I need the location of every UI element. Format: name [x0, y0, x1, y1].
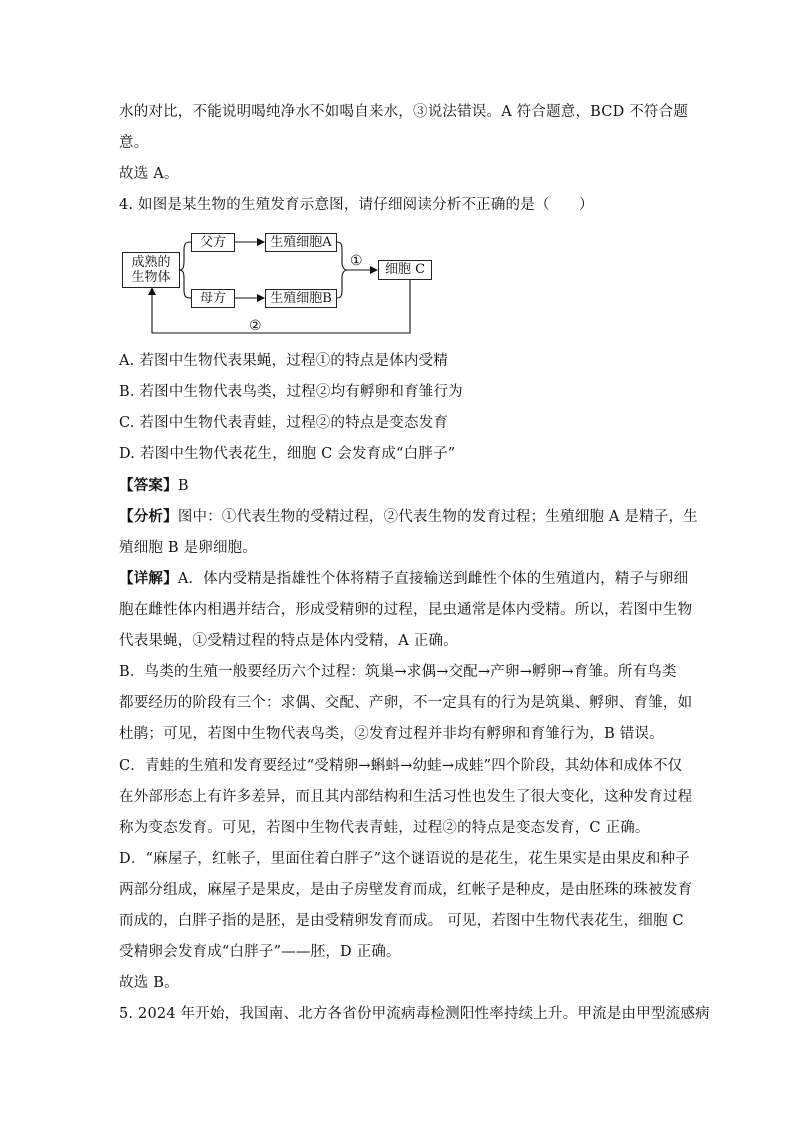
process-1-label: ①	[350, 253, 363, 269]
text-line: 水的对比，不能说明喝纯净水不如喝自来水，③说法错误。A 符合题意，BCD 不符合题	[119, 104, 689, 120]
answer-line: 【答案】B	[119, 477, 189, 494]
explanation-line: 杜鹃；可见，若图中生物代表鸟类，②发育过程并非均有孵卵和育雏行为，B 错误。	[119, 726, 664, 742]
explanation-line: 而成的，白胖子指的是胚，是由受精卵发育而成。 可见，若图中生物代表花生，细胞 C	[119, 913, 684, 929]
final-choice-line: 故选 B。	[119, 975, 179, 991]
explanation-line: C．青蛙的生殖和发育要经过“受精卵→蝌蚪→幼蛙→成蛙”四个阶段，其幼体和成体不仅	[119, 758, 683, 774]
explanation-line: 受精卵会发育成“白胖子”——胚，D 正确。	[119, 944, 401, 960]
option-b: B. 若图中生物代表鸟类，过程②均有孵卵和育雏行为	[119, 384, 463, 400]
explanation-line: 两部分组成，麻屋子是果皮，是由子房壁发育而成，红帐子是种皮，是由胚珠的珠被发育	[119, 882, 693, 898]
explanation-line: D．“麻屋子，红帐子，里面住着白胖子”这个谜语说的是花生，花生果实是由果皮和种子	[119, 851, 690, 867]
explanation-line: 胞在雌性体内相遇并结合，形成受精卵的过程，昆虫通常是体内受精。所以，若图中生物	[119, 602, 693, 618]
analysis-line: 【分析】图中：①代表生物的受精过程，②代表生物的发育过程；生殖细胞 A 是精子，生	[119, 508, 698, 525]
option-c: C. 若图中生物代表青蛙，过程②的特点是变态发育	[119, 415, 449, 431]
question-4-stem: 4. 如图是某生物的生殖发育示意图，请仔细阅读分析不正确的是（ ）	[119, 197, 594, 213]
explanation-line: 在外部形态上有许多差异，而且其内部结构和生活习性也发生了很大变化，这种发育过程	[119, 789, 693, 805]
reproduction-diagram	[118, 228, 448, 340]
option-a: A. 若图中生物代表果蝇，过程①的特点是体内受精	[119, 353, 448, 369]
cell-b-box: 生殖细胞B	[265, 289, 337, 308]
explanation-line: 都要经历的阶段有三个：求偶、交配、产卵，不一定具有的行为是筑巢、孵卵、育雏，如	[119, 695, 693, 711]
text-line: 故选 A。	[119, 166, 179, 182]
cell-a-box: 生殖细胞A	[265, 233, 337, 252]
explanation-line: 称为变态发育。可见，若图中生物代表青蛙，过程②的特点是变态发育，C 正确。	[119, 820, 650, 836]
explanation-line: B．鸟类的生殖一般要经历六个过程：筑巢→求偶→交配→产卵→孵卵→育雏。所有鸟类	[119, 664, 677, 680]
cell-c-box: 细胞 C	[378, 260, 432, 280]
option-d: D. 若图中生物代表花生，细胞 C 会发育成“白胖子”	[119, 446, 456, 462]
question-5-stem: 5. 2024 年开始，我国南、北方各省份甲流病毒检测阳性率持续上升。甲流是由甲型流感病	[119, 1006, 710, 1022]
explanation-line: 代表果蝇，①受精过程的特点是体内受精，A 正确。	[119, 633, 458, 649]
organism-box: 成熟的 生物体	[122, 252, 180, 288]
analysis-line: 殖细胞 B 是卵细胞。	[119, 540, 258, 556]
explanation-line: 【详解】A．体内受精是指雄性个体将精子直接输送到雌性个体的生殖道内，精子与卵细	[119, 570, 689, 587]
father-box: 父方	[191, 233, 235, 252]
process-2-label: ②	[249, 318, 262, 334]
text-line: 意。	[119, 135, 149, 151]
mother-box: 母方	[191, 289, 235, 308]
